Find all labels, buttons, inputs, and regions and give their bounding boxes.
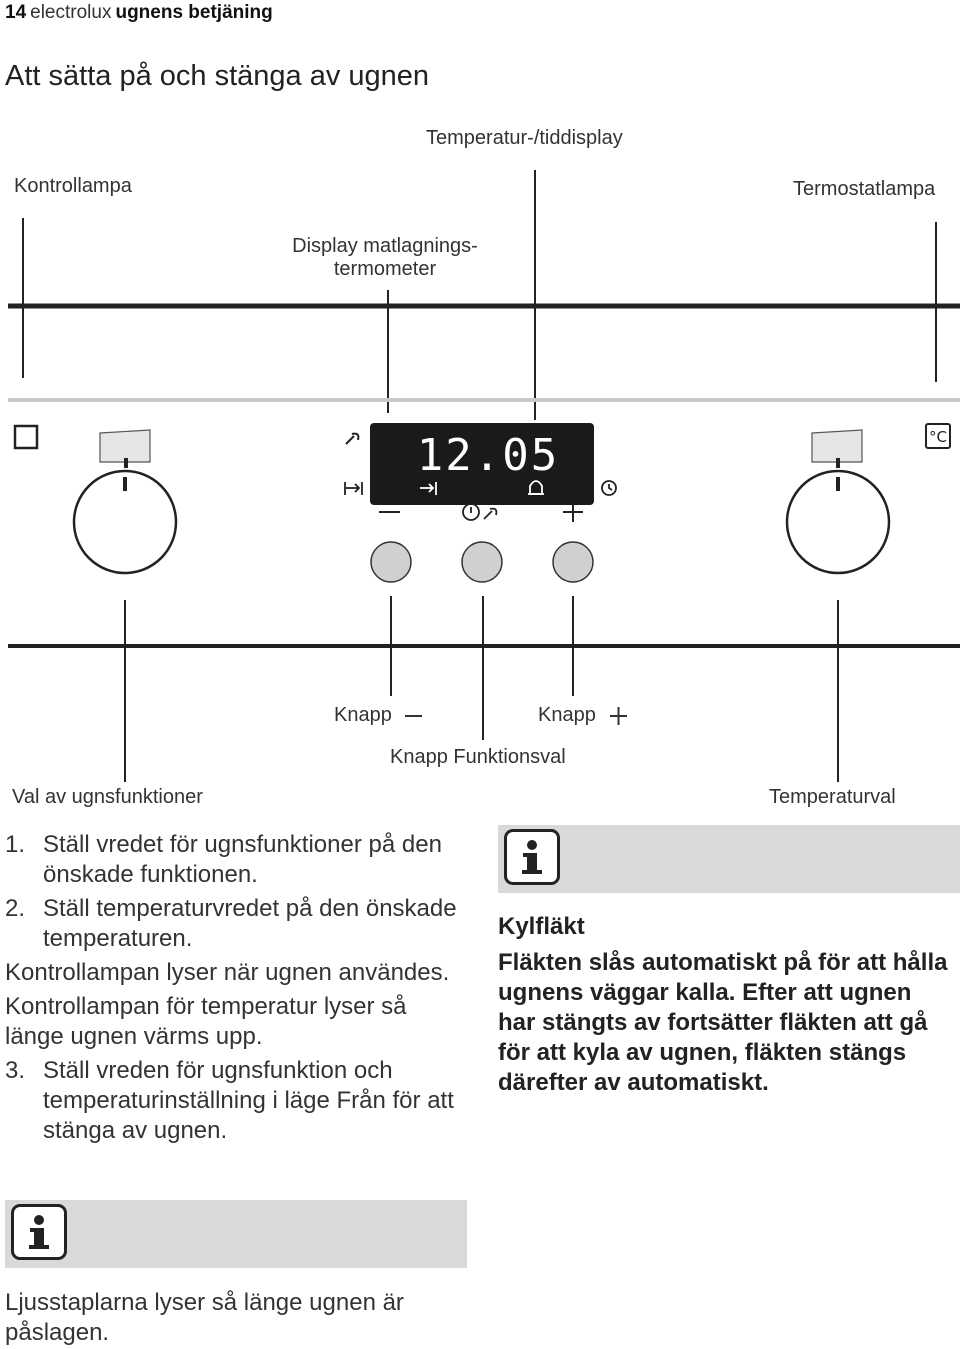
label-control-lamp: Kontrollampa <box>14 175 132 197</box>
function-knob-indicator <box>100 430 150 462</box>
step-3-text: Ställ vreden för ugnsfunktion och temperaturinställning i läge Från för att stänga av ugnen. <box>43 1057 454 1144</box>
display-time: 12.05 <box>416 430 560 481</box>
note-body: Fläkten slås automatiskt på för att hålla ugnens väggar kalla. Efter att ugnen har stängts av fortsätter fläkten att gå för att kyla av ugnen, fläkten stängs därefter av automatiskt. <box>498 949 948 1096</box>
label-meat-probe-line1: Display matlagnings- <box>292 235 478 257</box>
meat-probe-icon <box>346 434 358 444</box>
clock-icon <box>602 481 616 495</box>
step-1-number: 1. <box>5 831 26 858</box>
temperature-knob-indicator <box>812 430 862 462</box>
label-button-function: Knapp Funktionsval <box>390 746 566 768</box>
label-function-selector: Val av ugnsfunktioner <box>12 786 203 808</box>
step-2-text: Ställ temperaturvredet på den önskade temperaturen. <box>43 895 457 952</box>
label-button-plus: Knapp <box>538 704 596 726</box>
plus-button[interactable] <box>553 542 593 582</box>
label-meat-probe-display <box>270 235 500 281</box>
function-button[interactable] <box>462 542 502 582</box>
step-1 <box>5 830 470 890</box>
minus-button[interactable] <box>371 542 411 582</box>
step-2-number: 2. <box>5 895 26 922</box>
label-temperature-selector: Temperaturval <box>769 786 896 808</box>
step-3 <box>5 1056 470 1146</box>
info-icon <box>504 829 560 885</box>
info-bar-light <box>5 1200 467 1268</box>
brand-name: electrolux <box>30 2 112 23</box>
paragraph-control-lamp: Kontrollampan lyser när ugnen användes. <box>5 959 450 986</box>
duration-icon <box>345 482 362 495</box>
instructions <box>5 830 470 1150</box>
step-1-text: Ställ vredet för ugnsfunktioner på den önskade funktionen. <box>43 831 442 888</box>
step-2 <box>5 894 470 954</box>
label-thermostat-lamp: Termostatlampa <box>793 178 936 200</box>
control-lamp-icon <box>15 426 37 448</box>
thermostat-symbol: °C <box>929 428 947 446</box>
label-temp-time-display: Temperatur-/tiddisplay <box>426 127 623 149</box>
bottom-note: Ljusstaplarna lyser så länge ugnen är påslagen. <box>5 1289 404 1346</box>
info-icon <box>11 1204 67 1260</box>
label-plus-icon <box>610 707 627 725</box>
note-title: Kylfläkt <box>498 913 585 940</box>
paragraph-temperature-lamp: Kontrollampan för temperatur lyser så länge ugnen värms upp. <box>5 993 407 1050</box>
page-title: Att sätta på och stänga av ugnen <box>5 60 430 92</box>
label-button-minus: Knapp <box>334 704 392 726</box>
label-meat-probe-line2: termometer <box>333 258 437 280</box>
function-icon <box>463 504 496 520</box>
step-3-number: 3. <box>5 1057 26 1084</box>
page-number: 14 <box>5 2 27 23</box>
info-bar-fan <box>498 825 960 893</box>
section-title: ugnens betjäning <box>115 2 273 23</box>
